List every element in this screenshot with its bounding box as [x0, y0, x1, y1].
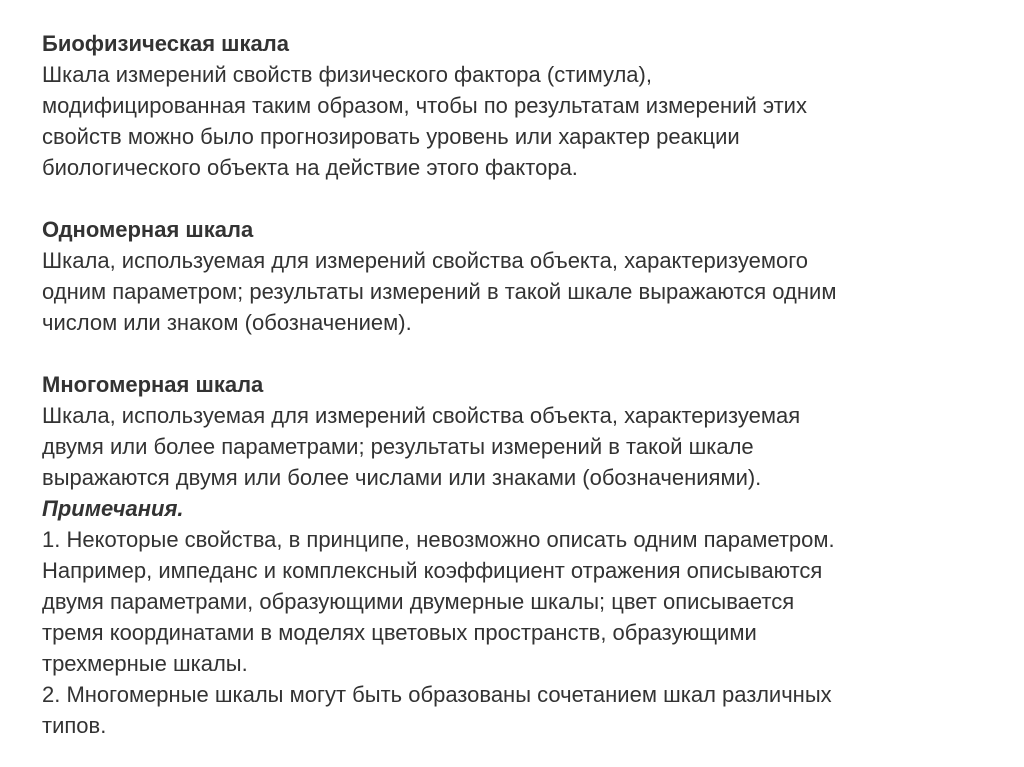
- section-line: выражаются двумя или более числами или знаками (обозначениями).: [42, 465, 762, 490]
- note-line: типов.: [42, 713, 107, 738]
- section-line: свойств можно было прогнозировать уровень или характер реакции: [42, 124, 740, 149]
- section-line: Шкала, используемая для измерений свойства объекта, характеризуемая: [42, 403, 801, 428]
- section-title-one-dimensional-scale: Одномерная шкала: [42, 217, 254, 242]
- section-line: одним параметром; результаты измерений в такой шкале выражаются одним: [42, 279, 837, 304]
- section-line: Шкала, используемая для измерений свойства объекта, характеризуемого: [42, 248, 808, 273]
- section-title-biophysical-scale: Биофизическая шкала: [42, 31, 289, 56]
- definitions-text: [42, 28, 1002, 741]
- note-line: тремя координатами в моделях цветовых пространств, образующими: [42, 620, 757, 645]
- section-line: двумя или более параметрами; результаты измерений в такой шкале: [42, 434, 754, 459]
- notes-title: Примечания.: [42, 496, 184, 521]
- section-line: Шкала измерений свойств физического фактора (стимула),: [42, 62, 652, 87]
- section-line: числом или знаком (обозначением).: [42, 310, 412, 335]
- paragraph-gap: [42, 183, 1002, 214]
- section-line: модифицированная таким образом, чтобы по результатам измерений этих: [42, 93, 807, 118]
- note-line: трехмерные шкалы.: [42, 651, 248, 676]
- note-line: 2. Многомерные шкалы могут быть образованы сочетанием шкал различных: [42, 682, 832, 707]
- note-line: Например, импеданс и комплексный коэффициент отражения описываются: [42, 558, 823, 583]
- note-line: 1. Некоторые свойства, в принципе, невозможно описать одним параметром.: [42, 527, 835, 552]
- section-title-multidimensional-scale: Многомерная шкала: [42, 372, 264, 397]
- paragraph-gap: [42, 338, 1002, 369]
- note-line: двумя параметрами, образующими двумерные шкалы; цвет описывается: [42, 589, 795, 614]
- section-line: биологического объекта на действие этого фактора.: [42, 155, 578, 180]
